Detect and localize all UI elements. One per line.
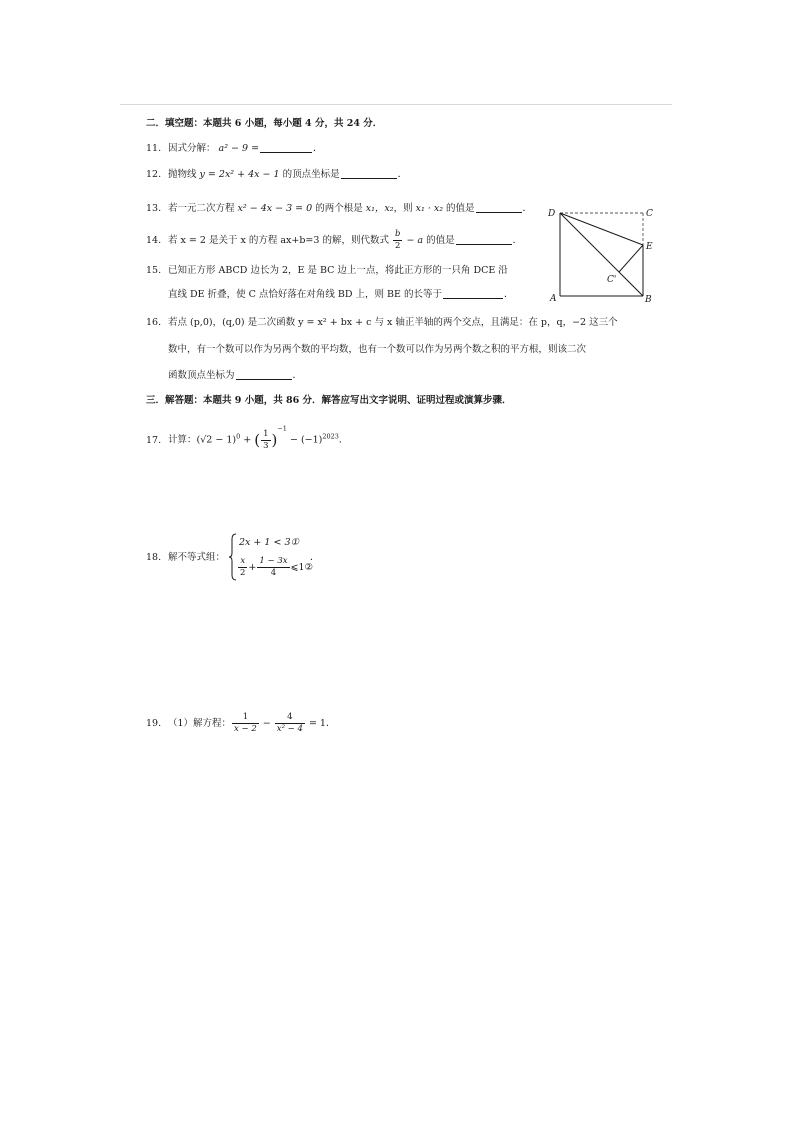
label-c: C xyxy=(646,209,653,219)
question-text: 已知正方形 ABCD 边长为 2，E 是 BC 边上一点，将此正方形的一只角 DCE 沿 xyxy=(168,265,508,276)
question-text: 解不等式组： xyxy=(168,552,226,563)
question-13 xyxy=(146,202,532,216)
inequality-tail: ⩽1② xyxy=(290,562,314,573)
math-expression: (√2 − 1) xyxy=(196,434,237,446)
label-d: D xyxy=(548,209,556,219)
math-expression: − a xyxy=(403,235,424,246)
exponent: 2023 xyxy=(322,432,339,441)
question-16-line-3 xyxy=(168,369,302,383)
label-a: A xyxy=(550,294,557,304)
period: ． xyxy=(292,370,303,381)
question-number: 16. xyxy=(146,317,162,328)
question-number: 15. xyxy=(146,265,162,276)
question-text: （1）解方程： xyxy=(168,718,232,729)
question-text: 若 x = 2 是关于 x 的方程 ax+b=3 的解，则代数式 xyxy=(168,235,392,246)
math-expression: x² − 4x − 3 = 0 xyxy=(237,203,313,214)
denominator: 2 xyxy=(240,568,246,578)
answer-blank[interactable] xyxy=(476,202,522,213)
exponent: −1 xyxy=(277,424,287,433)
answer-blank[interactable] xyxy=(443,288,503,299)
question-11 xyxy=(146,142,323,156)
fraction xyxy=(257,556,289,579)
numerator: 4 xyxy=(275,712,305,724)
question-text: 因式分解： xyxy=(168,143,216,154)
question-17 xyxy=(146,425,348,456)
period: ． xyxy=(313,143,323,154)
math-expression: = 1 xyxy=(305,718,326,729)
question-text: 的两个根是 xyxy=(312,203,366,214)
period: ． xyxy=(397,169,408,180)
section-2-heading: 二．填空题：本题共 6 小题，每小题 4 分，共 24 分． xyxy=(146,118,383,129)
square-fold-figure xyxy=(548,205,658,305)
question-text: 函数顶点坐标为 xyxy=(168,370,235,381)
numerator: 1 xyxy=(263,428,269,439)
math-expression: a² − 9 = xyxy=(218,143,260,154)
answer-blank[interactable] xyxy=(236,369,292,380)
numerator: 1 − 3x xyxy=(259,556,288,566)
question-15-line-1 xyxy=(146,264,508,278)
denominator: 2 xyxy=(394,241,401,251)
fraction xyxy=(393,229,402,252)
math-expression: − (−1) xyxy=(286,434,323,446)
right-paren: ) xyxy=(271,431,278,449)
question-text: 抛物线 xyxy=(168,169,200,180)
inequality-1 xyxy=(239,536,299,550)
question-number: 14. xyxy=(146,235,162,246)
question-text: 的值是 xyxy=(423,235,455,246)
question-text: 直线 DE 折叠，使 C 点恰好落在对角线 BD 上，则 BE 的长等于 xyxy=(168,289,442,300)
answer-blank[interactable] xyxy=(456,234,512,245)
period: ． xyxy=(325,718,336,729)
label-e: E xyxy=(646,242,653,252)
question-number: 11. xyxy=(146,143,162,154)
question-number: 12. xyxy=(146,169,162,180)
question-text: 若点 (p,0)，(q,0) 是二次函数 y = x² + bx + c 与 x 轴正半轴的两个交点，且满足：在 p，q，−2 这三个 xyxy=(168,317,618,328)
diagonal-bd xyxy=(560,213,643,296)
label-c-prime: C' xyxy=(607,275,617,285)
question-text: 计算： xyxy=(168,434,197,446)
question-text: 若一元二次方程 xyxy=(168,203,238,214)
operator: − xyxy=(259,718,274,729)
denominator: x² − 4 xyxy=(276,724,303,734)
denominator: 3 xyxy=(263,440,269,451)
left-brace xyxy=(229,533,237,581)
inequality-2 xyxy=(237,556,313,580)
fraction xyxy=(232,712,259,735)
question-text: 的顶点坐标是 xyxy=(279,169,340,180)
numerator: x xyxy=(238,556,247,568)
period: ． xyxy=(512,235,523,246)
segment-ec1 xyxy=(619,245,643,272)
exponent: 0 xyxy=(236,432,241,441)
answer-blank[interactable] xyxy=(341,168,397,179)
question-16-line-1 xyxy=(146,316,618,330)
answer-blank[interactable] xyxy=(260,142,312,153)
question-number: 18. xyxy=(146,552,162,563)
period: ． xyxy=(504,289,514,300)
question-16-line-2: 数中，有一个数可以作为另两个数的平均数，也有一个数可以作为另两个数之积的平方根，则该二次 xyxy=(168,344,587,355)
operator: + xyxy=(248,562,257,573)
left-paren: ( xyxy=(254,431,261,449)
question-18-label xyxy=(146,551,225,565)
denominator: 4 xyxy=(270,568,277,578)
math-expression: y = 2x² + 4x − 1 xyxy=(199,169,280,180)
question-15-line-2 xyxy=(168,288,514,302)
math-expression: x₁ · x₂ xyxy=(415,203,444,214)
top-rule xyxy=(120,104,672,105)
question-number: 19. xyxy=(146,718,162,729)
question-19 xyxy=(146,710,335,738)
numerator: 1 xyxy=(232,712,259,724)
operator: + xyxy=(240,434,255,446)
numerator: b xyxy=(394,229,401,239)
period: ． xyxy=(522,203,533,214)
question-14 xyxy=(146,229,522,252)
question-text: 的值是 xyxy=(443,203,475,214)
denominator: x − 2 xyxy=(234,724,257,734)
fraction xyxy=(238,556,247,579)
label-b: B xyxy=(645,295,652,305)
question-12 xyxy=(146,168,407,182)
inequality-text: 2x + 1 < 3① xyxy=(239,537,300,548)
fraction xyxy=(261,429,270,452)
fraction xyxy=(275,712,305,735)
roots-expression: x₁，x₂ xyxy=(365,203,394,214)
period: ． xyxy=(338,434,349,446)
question-text: ，则 xyxy=(393,203,416,214)
period: ． xyxy=(310,552,320,563)
fold-line-de xyxy=(560,213,643,245)
section-3-heading: 三．解答题：本题共 9 小题，共 86 分．解答应写出文字说明、证明过程或演算步骤． xyxy=(146,395,512,406)
question-number: 17. xyxy=(146,434,162,446)
question-number: 13. xyxy=(146,203,162,214)
